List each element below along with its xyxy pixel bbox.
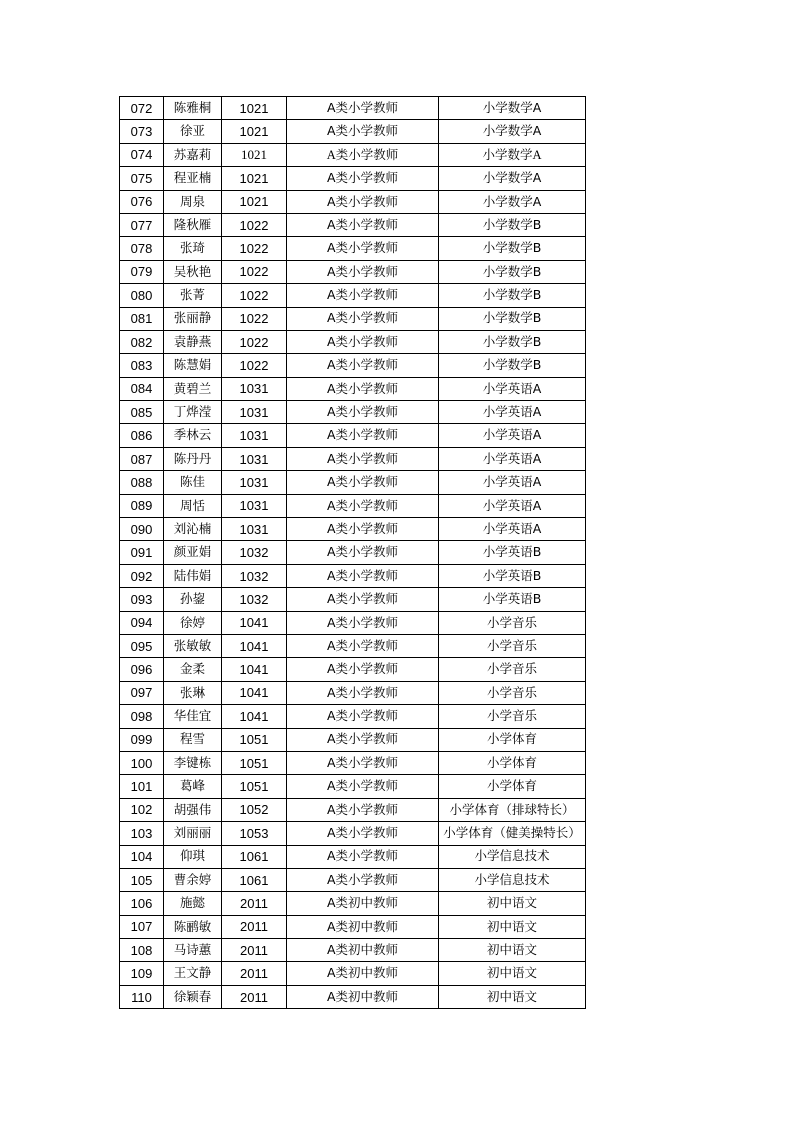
- subject-cell: 小学体育（健美操特长）: [439, 822, 586, 845]
- position-code-cell: 1053: [222, 822, 287, 845]
- row-number-cell: 077: [120, 213, 164, 236]
- position-category-cell: A类小学教师: [287, 705, 439, 728]
- subject-cell: 初中语文: [439, 915, 586, 938]
- position-code-cell: 1022: [222, 307, 287, 330]
- subject-cell: 小学数学A: [439, 167, 586, 190]
- position-code-cell: 1021: [222, 190, 287, 213]
- table-row: [120, 260, 586, 283]
- table-row: [120, 377, 586, 400]
- table-row: [120, 307, 586, 330]
- table-row: [120, 401, 586, 424]
- subject-cell: 小学体育: [439, 751, 586, 774]
- row-number-cell: 104: [120, 845, 164, 868]
- position-code-cell: 2011: [222, 985, 287, 1008]
- table-row: [120, 354, 586, 377]
- subject-cell: 小学信息技术: [439, 845, 586, 868]
- subject-cell: 小学音乐: [439, 705, 586, 728]
- position-category-cell: A类初中教师: [287, 892, 439, 915]
- position-category-cell: A类小学教师: [287, 471, 439, 494]
- position-code-cell: 1051: [222, 775, 287, 798]
- candidate-name-cell: 金柔: [164, 658, 222, 681]
- position-code-cell: 1031: [222, 471, 287, 494]
- candidate-name-cell: 张琦: [164, 237, 222, 260]
- candidate-name-cell: 程雪: [164, 728, 222, 751]
- position-code-cell: 1051: [222, 751, 287, 774]
- table-row: [120, 541, 586, 564]
- table-row: [120, 611, 586, 634]
- position-code-cell: 2011: [222, 915, 287, 938]
- row-number-cell: 101: [120, 775, 164, 798]
- candidate-name-cell: 马诗蕙: [164, 939, 222, 962]
- table-row: [120, 284, 586, 307]
- candidate-name-cell: 周泉: [164, 190, 222, 213]
- table-row: [120, 424, 586, 447]
- candidate-name-cell: 仰琪: [164, 845, 222, 868]
- table-row: [120, 868, 586, 891]
- position-code-cell: 1061: [222, 845, 287, 868]
- table-row: [120, 658, 586, 681]
- candidate-name-cell: 徐颖春: [164, 985, 222, 1008]
- subject-cell: 小学数学B: [439, 237, 586, 260]
- candidate-name-cell: 黄碧兰: [164, 377, 222, 400]
- table-row: [120, 985, 586, 1008]
- table-row: [120, 494, 586, 517]
- subject-cell: 小学英语B: [439, 588, 586, 611]
- position-category-cell: A类小学教师: [287, 307, 439, 330]
- table-row: [120, 751, 586, 774]
- position-category-cell: A类小学教师: [287, 447, 439, 470]
- row-number-cell: 098: [120, 705, 164, 728]
- candidate-name-cell: 陈雅桐: [164, 97, 222, 120]
- row-number-cell: 097: [120, 681, 164, 704]
- candidate-name-cell: 吴秋艳: [164, 260, 222, 283]
- position-category-cell: A类小学教师: [287, 611, 439, 634]
- subject-cell: 小学数学A: [439, 190, 586, 213]
- table-row: [120, 728, 586, 751]
- position-category-cell: A类小学教师: [287, 541, 439, 564]
- position-code-cell: 2011: [222, 892, 287, 915]
- position-category-cell: A类小学教师: [287, 798, 439, 821]
- subject-cell: 小学英语A: [439, 424, 586, 447]
- row-number-cell: 109: [120, 962, 164, 985]
- subject-cell: 小学数学B: [439, 354, 586, 377]
- row-number-cell: 095: [120, 634, 164, 657]
- table-row: [120, 167, 586, 190]
- row-number-cell: 108: [120, 939, 164, 962]
- row-number-cell: 094: [120, 611, 164, 634]
- position-code-cell: 1032: [222, 588, 287, 611]
- row-number-cell: 082: [120, 330, 164, 353]
- position-code-cell: 1051: [222, 728, 287, 751]
- subject-cell: 小学数学B: [439, 213, 586, 236]
- position-category-cell: A类小学教师: [287, 822, 439, 845]
- subject-cell: 小学英语B: [439, 541, 586, 564]
- position-category-cell: A类小学教师: [287, 354, 439, 377]
- table-row: [120, 190, 586, 213]
- position-category-cell: A类小学教师: [287, 845, 439, 868]
- position-code-cell: 1021: [222, 97, 287, 120]
- candidate-name-cell: 张丽静: [164, 307, 222, 330]
- subject-cell: 初中语文: [439, 985, 586, 1008]
- table-row: [120, 681, 586, 704]
- candidate-name-cell: 曹余婷: [164, 868, 222, 891]
- candidate-name-cell: 刘丽丽: [164, 822, 222, 845]
- position-category-cell: A类小学教师: [287, 868, 439, 891]
- position-category-cell: A类小学教师: [287, 330, 439, 353]
- position-code-cell: 1052: [222, 798, 287, 821]
- subject-cell: 小学音乐: [439, 634, 586, 657]
- candidate-name-cell: 颜亚娟: [164, 541, 222, 564]
- table-row: [120, 447, 586, 470]
- subject-cell: 小学信息技术: [439, 868, 586, 891]
- position-category-cell: A类小学教师: [287, 284, 439, 307]
- candidate-name-cell: 徐亚: [164, 120, 222, 143]
- position-code-cell: 1021: [222, 143, 287, 166]
- candidate-name-cell: 苏嘉莉: [164, 143, 222, 166]
- position-category-cell: A类小学教师: [287, 518, 439, 541]
- row-number-cell: 106: [120, 892, 164, 915]
- subject-cell: 小学英语A: [439, 401, 586, 424]
- position-category-cell: A类小学教师: [287, 167, 439, 190]
- candidate-name-cell: 胡强伟: [164, 798, 222, 821]
- table-row: [120, 518, 586, 541]
- position-category-cell: A类初中教师: [287, 939, 439, 962]
- position-code-cell: 1022: [222, 284, 287, 307]
- position-code-cell: 1031: [222, 494, 287, 517]
- row-number-cell: 087: [120, 447, 164, 470]
- row-number-cell: 092: [120, 564, 164, 587]
- candidate-roster-table: [119, 96, 586, 1009]
- table-row: [120, 97, 586, 120]
- position-category-cell: A类小学教师: [287, 681, 439, 704]
- row-number-cell: 085: [120, 401, 164, 424]
- position-code-cell: 1032: [222, 564, 287, 587]
- subject-cell: 小学数学B: [439, 330, 586, 353]
- position-code-cell: 1031: [222, 447, 287, 470]
- position-code-cell: 1032: [222, 541, 287, 564]
- subject-cell: 小学音乐: [439, 611, 586, 634]
- position-category-cell: A类初中教师: [287, 985, 439, 1008]
- candidate-name-cell: 张琳: [164, 681, 222, 704]
- table-row: [120, 845, 586, 868]
- row-number-cell: 081: [120, 307, 164, 330]
- candidate-name-cell: 陈丹丹: [164, 447, 222, 470]
- position-code-cell: 1061: [222, 868, 287, 891]
- position-category-cell: A类小学教师: [287, 401, 439, 424]
- position-code-cell: 1041: [222, 705, 287, 728]
- row-number-cell: 110: [120, 985, 164, 1008]
- position-code-cell: 1041: [222, 611, 287, 634]
- position-category-cell: A类小学教师: [287, 97, 439, 120]
- row-number-cell: 074: [120, 143, 164, 166]
- row-number-cell: 091: [120, 541, 164, 564]
- table-row: [120, 962, 586, 985]
- position-code-cell: 1031: [222, 401, 287, 424]
- row-number-cell: 079: [120, 260, 164, 283]
- table-row: [120, 143, 586, 166]
- row-number-cell: 072: [120, 97, 164, 120]
- candidate-name-cell: 葛峰: [164, 775, 222, 798]
- candidate-name-cell: 施懿: [164, 892, 222, 915]
- subject-cell: 小学英语A: [439, 377, 586, 400]
- row-number-cell: 103: [120, 822, 164, 845]
- subject-cell: 小学体育: [439, 728, 586, 751]
- table-row: [120, 588, 586, 611]
- position-category-cell: A类小学教师: [287, 143, 439, 166]
- table-row: [120, 775, 586, 798]
- subject-cell: 初中语文: [439, 962, 586, 985]
- candidate-name-cell: 张敏敏: [164, 634, 222, 657]
- row-number-cell: 075: [120, 167, 164, 190]
- candidate-name-cell: 华佳宜: [164, 705, 222, 728]
- position-code-cell: 1041: [222, 634, 287, 657]
- subject-cell: 小学数学A: [439, 120, 586, 143]
- row-number-cell: 089: [120, 494, 164, 517]
- row-number-cell: 105: [120, 868, 164, 891]
- subject-cell: 小学体育: [439, 775, 586, 798]
- table-row: [120, 564, 586, 587]
- candidate-name-cell: 袁静燕: [164, 330, 222, 353]
- position-code-cell: 1022: [222, 213, 287, 236]
- position-code-cell: 1022: [222, 330, 287, 353]
- row-number-cell: 088: [120, 471, 164, 494]
- candidate-name-cell: 陈佳: [164, 471, 222, 494]
- row-number-cell: 078: [120, 237, 164, 260]
- row-number-cell: 100: [120, 751, 164, 774]
- candidate-name-cell: 季林云: [164, 424, 222, 447]
- subject-cell: 小学英语A: [439, 471, 586, 494]
- position-code-cell: 1022: [222, 237, 287, 260]
- row-number-cell: 096: [120, 658, 164, 681]
- subject-cell: 小学体育（排球特长）: [439, 798, 586, 821]
- table-row: [120, 705, 586, 728]
- row-number-cell: 107: [120, 915, 164, 938]
- position-category-cell: A类小学教师: [287, 658, 439, 681]
- position-category-cell: A类小学教师: [287, 237, 439, 260]
- subject-cell: 小学英语A: [439, 447, 586, 470]
- subject-cell: 小学音乐: [439, 681, 586, 704]
- candidate-name-cell: 徐婷: [164, 611, 222, 634]
- position-code-cell: 1041: [222, 681, 287, 704]
- candidate-name-cell: 孙鋆: [164, 588, 222, 611]
- row-number-cell: 080: [120, 284, 164, 307]
- position-category-cell: A类小学教师: [287, 260, 439, 283]
- position-category-cell: A类初中教师: [287, 915, 439, 938]
- candidate-name-cell: 李键栋: [164, 751, 222, 774]
- position-category-cell: A类小学教师: [287, 728, 439, 751]
- candidate-name-cell: 张菁: [164, 284, 222, 307]
- position-category-cell: A类小学教师: [287, 751, 439, 774]
- candidate-name-cell: 刘沁楠: [164, 518, 222, 541]
- position-category-cell: A类小学教师: [287, 634, 439, 657]
- row-number-cell: 093: [120, 588, 164, 611]
- position-category-cell: A类小学教师: [287, 564, 439, 587]
- candidate-name-cell: 隆秋雁: [164, 213, 222, 236]
- table-row: [120, 915, 586, 938]
- position-category-cell: A类小学教师: [287, 588, 439, 611]
- table-row: [120, 798, 586, 821]
- subject-cell: 小学数学B: [439, 260, 586, 283]
- position-category-cell: A类小学教师: [287, 120, 439, 143]
- position-category-cell: A类小学教师: [287, 424, 439, 447]
- table-row: [120, 471, 586, 494]
- table-row: [120, 822, 586, 845]
- position-code-cell: 1041: [222, 658, 287, 681]
- row-number-cell: 102: [120, 798, 164, 821]
- row-number-cell: 076: [120, 190, 164, 213]
- position-category-cell: A类小学教师: [287, 775, 439, 798]
- table-row: [120, 237, 586, 260]
- table-row: [120, 892, 586, 915]
- candidate-name-cell: 王文静: [164, 962, 222, 985]
- row-number-cell: 073: [120, 120, 164, 143]
- subject-cell: 小学英语A: [439, 518, 586, 541]
- candidate-name-cell: 陈慧娟: [164, 354, 222, 377]
- position-code-cell: 1031: [222, 377, 287, 400]
- subject-cell: 初中语文: [439, 939, 586, 962]
- position-code-cell: 1021: [222, 120, 287, 143]
- position-code-cell: 1031: [222, 424, 287, 447]
- subject-cell: 小学数学A: [439, 143, 586, 166]
- position-code-cell: 1021: [222, 167, 287, 190]
- position-category-cell: A类小学教师: [287, 494, 439, 517]
- table-row: [120, 120, 586, 143]
- row-number-cell: 090: [120, 518, 164, 541]
- candidate-name-cell: 陆伟娟: [164, 564, 222, 587]
- roster-body: [120, 97, 586, 1009]
- candidate-name-cell: 程亚楠: [164, 167, 222, 190]
- candidate-name-cell: 陈鹂敏: [164, 915, 222, 938]
- table-row: [120, 330, 586, 353]
- position-category-cell: A类小学教师: [287, 190, 439, 213]
- position-code-cell: 2011: [222, 962, 287, 985]
- row-number-cell: 084: [120, 377, 164, 400]
- subject-cell: 小学音乐: [439, 658, 586, 681]
- position-code-cell: 1022: [222, 354, 287, 377]
- table-row: [120, 939, 586, 962]
- subject-cell: 小学数学B: [439, 284, 586, 307]
- subject-cell: 小学数学B: [439, 307, 586, 330]
- candidate-name-cell: 周恬: [164, 494, 222, 517]
- position-code-cell: 1022: [222, 260, 287, 283]
- position-category-cell: A类初中教师: [287, 962, 439, 985]
- table-row: [120, 634, 586, 657]
- subject-cell: 小学英语B: [439, 564, 586, 587]
- position-category-cell: A类小学教师: [287, 377, 439, 400]
- subject-cell: 初中语文: [439, 892, 586, 915]
- subject-cell: 小学数学A: [439, 97, 586, 120]
- row-number-cell: 086: [120, 424, 164, 447]
- position-category-cell: A类小学教师: [287, 213, 439, 236]
- candidate-name-cell: 丁烨滢: [164, 401, 222, 424]
- position-code-cell: 2011: [222, 939, 287, 962]
- position-code-cell: 1031: [222, 518, 287, 541]
- row-number-cell: 083: [120, 354, 164, 377]
- subject-cell: 小学英语A: [439, 494, 586, 517]
- table-row: [120, 213, 586, 236]
- row-number-cell: 099: [120, 728, 164, 751]
